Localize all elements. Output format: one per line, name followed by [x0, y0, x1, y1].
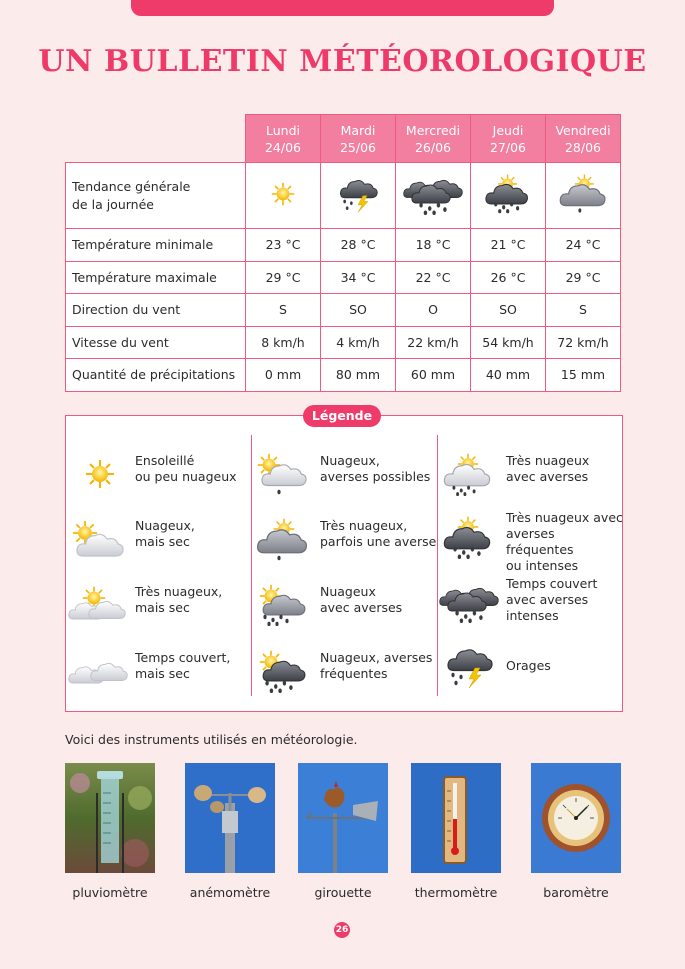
cell-value: 24 °C: [546, 229, 621, 262]
very-cloudy-dry-icon: [65, 584, 131, 628]
day-date: 27/06: [489, 139, 527, 155]
cell-value: 54 km/h: [471, 326, 546, 359]
cell-value: S: [246, 294, 321, 327]
cell-value: 26 °C: [471, 261, 546, 294]
cell-value: 34 °C: [321, 261, 396, 294]
barometer-icon: [531, 763, 621, 873]
legend-item-label: Très nuageux avec averses: [506, 453, 590, 484]
cell-value: 15 mm: [546, 359, 621, 392]
day-header: [396, 115, 471, 163]
very-cloudy-shower-icon: [250, 518, 316, 562]
day-header: [471, 115, 546, 163]
cell-value: 29 °C: [246, 261, 321, 294]
legend-item: [436, 453, 616, 503]
instrument-label: anémomètre: [189, 885, 271, 900]
row-label: Direction du vent: [66, 294, 246, 327]
legend-item-label: Nuageux, averses possibles: [320, 453, 431, 484]
row-label: Tendance générale de la journée: [66, 163, 246, 229]
anemometer-icon: [185, 763, 275, 873]
legend-item-label: Nuageux, mais sec: [135, 518, 195, 549]
day-name: Lundi: [266, 122, 300, 138]
rain-gauge-photo: [65, 763, 155, 873]
overcast-dry-icon: [65, 650, 131, 694]
cell-value: 21 °C: [471, 229, 546, 262]
anemometer-photo: [185, 763, 275, 873]
day-date: 26/06: [414, 139, 452, 155]
legend-item-label: Ensoleillé ou peu nuageux: [135, 453, 237, 484]
sun-icon: [263, 174, 303, 214]
cell-value: 22 km/h: [396, 326, 471, 359]
legend-item-label: Très nuageux avec averses fréquentes ou intenses: [506, 510, 623, 573]
cell-value: O: [396, 294, 471, 327]
row-label: Température minimale: [66, 229, 246, 262]
cell-value: 80 mm: [321, 359, 396, 392]
day-date: 24/06: [264, 139, 302, 155]
legend-item: [250, 453, 430, 503]
instrument-label: pluviomètre: [72, 885, 148, 900]
forecast-table: [65, 114, 621, 392]
row-label: Température maximale: [66, 261, 246, 294]
day-name: Vendredi: [555, 122, 611, 138]
legend-item: [65, 453, 245, 503]
instrument-label: baromètre: [543, 885, 609, 900]
day-header: [246, 115, 321, 163]
cloudy-frequent-showers-icon: [250, 650, 316, 694]
legend-item: [436, 510, 623, 573]
cell-value: 28 °C: [321, 229, 396, 262]
legend-item-label: Nuageux, averses fréquentes: [320, 650, 433, 681]
very-cloudy-frequent-showers-icon: [436, 516, 502, 560]
weather-vane-icon: [298, 763, 388, 873]
storm-icon: [333, 172, 383, 216]
cell-value: 40 mm: [471, 359, 546, 392]
cell-value: 4 km/h: [321, 326, 396, 359]
very-cloudy-frequent-showers-icon: [481, 172, 536, 216]
storm-icon: [436, 644, 502, 688]
cloudy-dry-icon: [65, 518, 131, 562]
legend-title: Légende: [303, 405, 381, 427]
legend-item-label: Orages: [506, 658, 551, 673]
instruments-intro: Voici des instruments utilisés en météorologie.: [65, 732, 358, 747]
legend-item: [250, 518, 437, 568]
row-label: Vitesse du vent: [66, 326, 246, 359]
cell-value: SO: [471, 294, 546, 327]
cell-value: 72 km/h: [546, 326, 621, 359]
legend-item: [436, 650, 616, 700]
cell-value: 23 °C: [246, 229, 321, 262]
cloudy-possible-shower-icon: [250, 453, 316, 497]
sun-icon: [65, 453, 131, 497]
thermometer-photo: [411, 763, 501, 873]
day-date: 28/06: [564, 139, 602, 155]
cell-value: 18 °C: [396, 229, 471, 262]
day-name: Mardi: [340, 122, 376, 138]
row-label: Quantité de précipitations: [66, 359, 246, 392]
instrument-label: thermomètre: [414, 885, 498, 900]
cell-value: SO: [321, 294, 396, 327]
overcast-heavy-rain-icon: [436, 580, 502, 624]
cell-value: 22 °C: [396, 261, 471, 294]
cell-value: S: [546, 294, 621, 327]
day-name: Jeudi: [492, 122, 524, 138]
day-header: [546, 115, 621, 163]
cloudy-showers-icon: [250, 584, 316, 628]
day-header: [321, 115, 396, 163]
legend-item-label: Très nuageux, mais sec: [135, 584, 223, 615]
day-name: Mercredi: [405, 122, 461, 138]
legend-item-label: Très nuageux, parfois une averse: [320, 518, 437, 549]
legend-item-label: Temps couvert, mais sec: [135, 650, 231, 681]
weather-vane-photo: [298, 763, 388, 873]
table-corner: [66, 115, 246, 163]
legend-item: [436, 576, 616, 626]
very-cloudy-shower-icon: [556, 172, 611, 216]
page-title: UN BULLETIN MÉTÉOROLOGIQUE: [38, 44, 647, 79]
day-date: 25/06: [339, 139, 377, 155]
cell-value: 60 mm: [396, 359, 471, 392]
legend-item: [65, 584, 245, 634]
legend-item-label: Temps couvert avec averses intenses: [506, 576, 598, 623]
top-band: [131, 0, 554, 16]
barometer-photo: [531, 763, 621, 873]
legend-item-label: Nuageux avec averses: [320, 584, 403, 615]
cell-value: 29 °C: [546, 261, 621, 294]
legend-item: [250, 650, 433, 700]
rain-gauge-icon: [65, 763, 155, 873]
page-number: 26: [334, 922, 350, 938]
legend-item: [250, 584, 430, 634]
legend-item: [65, 650, 245, 700]
cell-value: 0 mm: [246, 359, 321, 392]
cell-value: 8 km/h: [246, 326, 321, 359]
thermometer-icon: [411, 763, 501, 873]
instrument-label: girouette: [314, 885, 372, 900]
overcast-heavy-rain-icon: [403, 172, 463, 216]
very-cloudy-showers-icon: [436, 453, 502, 497]
legend-item: [65, 518, 245, 568]
